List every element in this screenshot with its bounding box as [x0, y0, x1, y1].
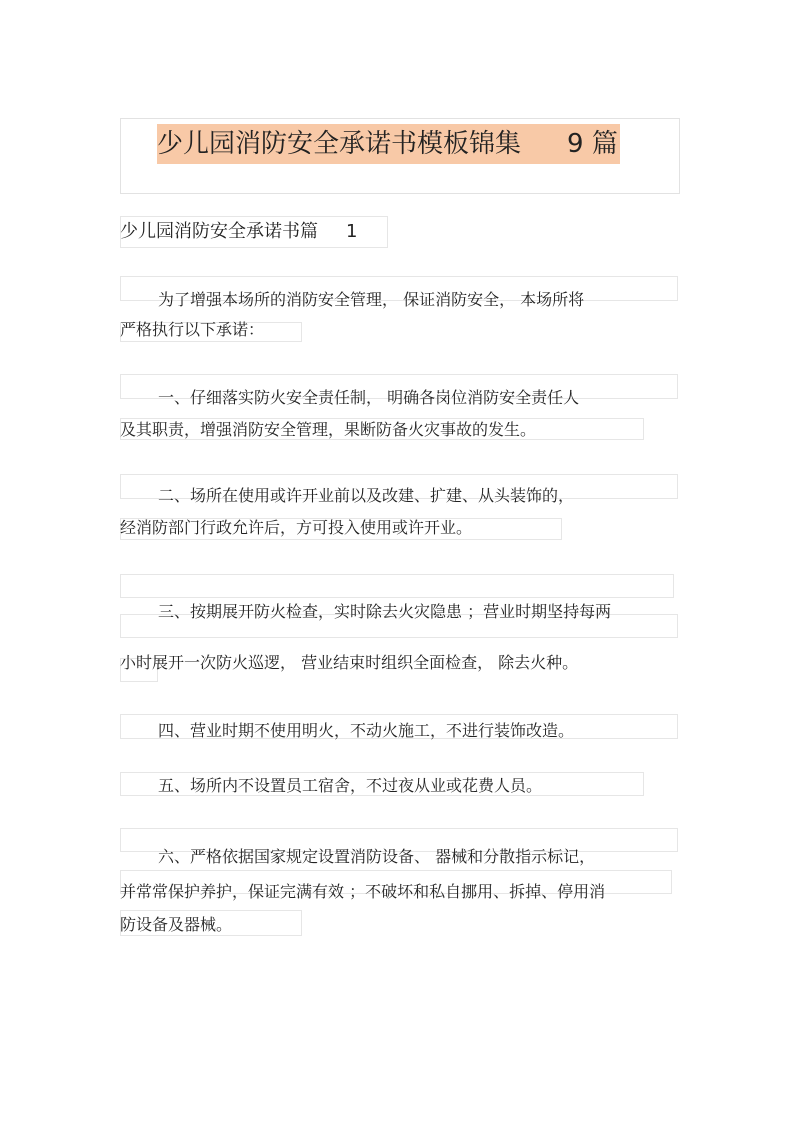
intro-line-1: 为了增强本场所的消防安全管理， 保证消防安全， 本场所将: [158, 290, 585, 309]
item-2-line-2: 经消防部门行政允许后，方可投入使用或许开业。: [120, 518, 473, 537]
intro-line-2: 严格执行以下承诺：: [120, 320, 265, 339]
item-6-line-2: 并常常保护养护，保证完满有效 ；不破坏和私自挪用、拆掉、停用消: [120, 882, 606, 901]
document-title: [157, 124, 620, 164]
item-3-line-1: 三、按期展开防火检查，实时除去火灾隐患 ；营业时期坚持每两: [158, 602, 612, 621]
item-2-line-1: 二、场所在使用或许开业前以及改建、扩建、从头装饰的，: [158, 486, 575, 505]
item-6-line-3: 防设备及器械。: [120, 915, 233, 934]
item-4-line-1: 四、营业时期不使用明火，不动火施工，不进行装饰改造。: [158, 721, 575, 740]
item-1-line-1: 一、仔细落实防火安全责任制， 明确各岗位消防安全责任人: [158, 388, 580, 407]
section-title: [120, 218, 357, 246]
item-3-line-2: 小时展开一次防火巡逻， 营业结束时组织全面检查， 除去火种。: [120, 653, 579, 672]
empty-frame: [120, 574, 674, 598]
section-title-text: 少儿园消防安全承诺书篇: [120, 221, 318, 242]
document-title-text: 少儿园消防安全承诺书模板锦集: [157, 129, 522, 159]
section-number: 1: [346, 221, 358, 242]
item-6-line-1: 六、严格依据国家规定设置消防设备、 器械和分散指示标记，: [158, 847, 596, 866]
item-1-line-2: 及其职责，增强消防安全管理，果断防备火灾事故的发生。: [120, 420, 537, 439]
item-5-line-1: 五、场所内不设置员工宿舍，不过夜从业或花费人员。: [158, 776, 543, 795]
document-title-count: 9 篇: [567, 129, 618, 159]
